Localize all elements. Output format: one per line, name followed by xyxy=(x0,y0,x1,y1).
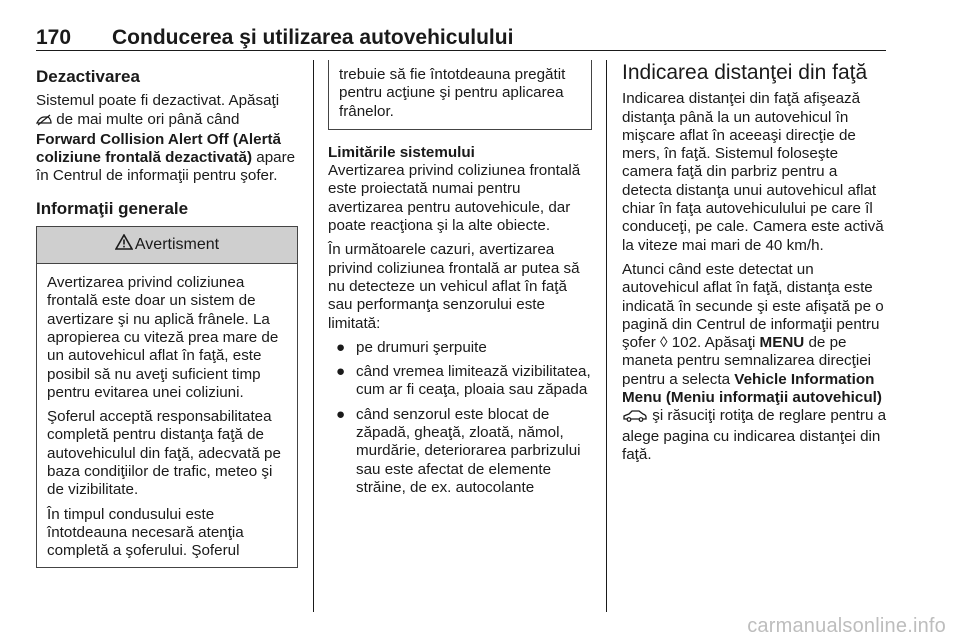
page-number: 170 xyxy=(36,26,72,49)
list-item xyxy=(328,406,592,497)
column-divider-2 xyxy=(606,60,607,612)
section-heading-distance: Indicarea distanţei din faţă xyxy=(622,61,868,84)
page-reference-icon: ◊ xyxy=(659,334,668,352)
warning-triangle-icon xyxy=(115,234,133,255)
bullet-icon: ● xyxy=(336,405,346,423)
list-item-text: când vremea limitează vizibilitatea, cum ar fi ceaţa, ploaia sau zăpada xyxy=(356,363,591,399)
section-heading-general: Informaţii generale xyxy=(36,198,189,218)
warning-paragraph-2: Şoferul acceptă responsabilitatea completă pentru distanţa faţă de autovehiculul din faţă, adecvată pe baza condiţiilor de trafic, meteo şi de vizibilitate. xyxy=(47,408,281,499)
watermark: carmanualsonline.info xyxy=(747,615,946,637)
limitations-paragraph-2: În următoarele cazuri, avertizarea privind coliziunea frontală ar putea să nu detecteze un vehicul aflat în faţă sau performanţa senzorului este limitată: xyxy=(328,241,580,332)
list-item-text: când senzorul este blocat de zăpadă, gheaţă, zloată, nămol, murdărie, deteriorarea parbrizului sau este afectat de elemente străine, de ex. autocolante xyxy=(356,405,581,496)
distance-paragraph-1: Indicarea distanţei din faţă afişează distanţa până la un autovehicul în mişcare aflat în aceeaşi direcţie de mers, în faţă. Sistemul foloseşte camera faţă din parbriz pentru a detecta distanţa unui autovehicul aflat chiar în faţa autovehiculului pe care îl conduceţi, pe cale. Camera este activă la viteze mai mari de 40 km/h. xyxy=(622,90,884,254)
limitations-paragraph-1: Avertizarea privind coliziunea frontală este proiectată numai pentru avertizarea pentru autovehicule, dar poate reacţiona şi la alte obiecte. xyxy=(328,162,581,235)
text-span: Atunci când este detectat un autovehicul aflat în faţă, distanţa este indicată în secunde şi este afişată pe o pagină din Centrul de informaţii pentru şofer xyxy=(622,260,884,352)
warning-paragraph-3: În timpul condusului este întotdeauna necesară atenţia completă a şoferului. Şoferul xyxy=(47,505,244,560)
menu-label-fca-off: Forward Collision Alert Off (Alertă coliziune frontală dezactivată) xyxy=(36,130,281,167)
warning-body xyxy=(37,264,297,560)
text-span: apare în Centrul de informaţii pentru şofer. xyxy=(36,149,296,185)
page-title: Conducerea şi utilizarea autovehiculului xyxy=(112,26,514,49)
deactivation-paragraph xyxy=(36,92,298,185)
section-heading-deactivation: Dezactivarea xyxy=(36,67,140,86)
text-span: 102. Apăsaţi xyxy=(667,334,760,352)
text-span: de pe maneta pentru semnalizarea direcţiei pentru a selecta xyxy=(622,334,872,388)
text-span: Sistemul poate fi dezactivat. Apăsaţi xyxy=(36,92,280,110)
warning-paragraph-1: Avertizarea privind coliziunea frontală este doar un sistem de avertizare şi nu aplică frânele. La apropierea cu viteză prea mare de un autovehicul aflat în faţă, este posibil să nu aveţi suficient timp pentru evitarea unei coliziuni. xyxy=(47,274,279,401)
list-item-text: pe drumuri şerpuite xyxy=(356,338,487,356)
menu-button-label: MENU xyxy=(759,334,805,352)
column-divider-1 xyxy=(313,60,314,612)
section-heading-limitations: Limitările sistemului xyxy=(328,143,475,161)
warning-continuation-box xyxy=(328,60,592,130)
text-span: de mai multe ori până când xyxy=(52,110,240,128)
column-2 xyxy=(328,62,592,503)
bullet-icon: ● xyxy=(336,363,346,381)
list-item xyxy=(328,363,592,400)
warning-title: Avertisment xyxy=(134,235,220,253)
column-3 xyxy=(622,62,888,470)
header-rule xyxy=(36,50,886,51)
list-item xyxy=(328,339,592,357)
bullet-icon: ● xyxy=(336,338,346,356)
warning-header xyxy=(37,227,297,264)
car-icon xyxy=(622,409,648,427)
collision-alert-icon xyxy=(36,113,52,131)
limitations-list xyxy=(328,339,592,497)
menu-label-vehicle-info: Vehicle Information Menu (Meniu informaţii autovehicul) xyxy=(622,370,882,407)
column-1 xyxy=(36,62,298,568)
text-span: şi răsuciţi rotiţa de reglare pentru a alege pagina cu indicarea distanţei din faţă. xyxy=(622,407,887,463)
distance-paragraph-2 xyxy=(622,261,888,464)
warning-continuation-text: trebuie să fie întotdeauna pregătit pentru acţiune şi pentru aplicarea frânelor. xyxy=(339,66,566,120)
warning-box xyxy=(36,226,298,567)
